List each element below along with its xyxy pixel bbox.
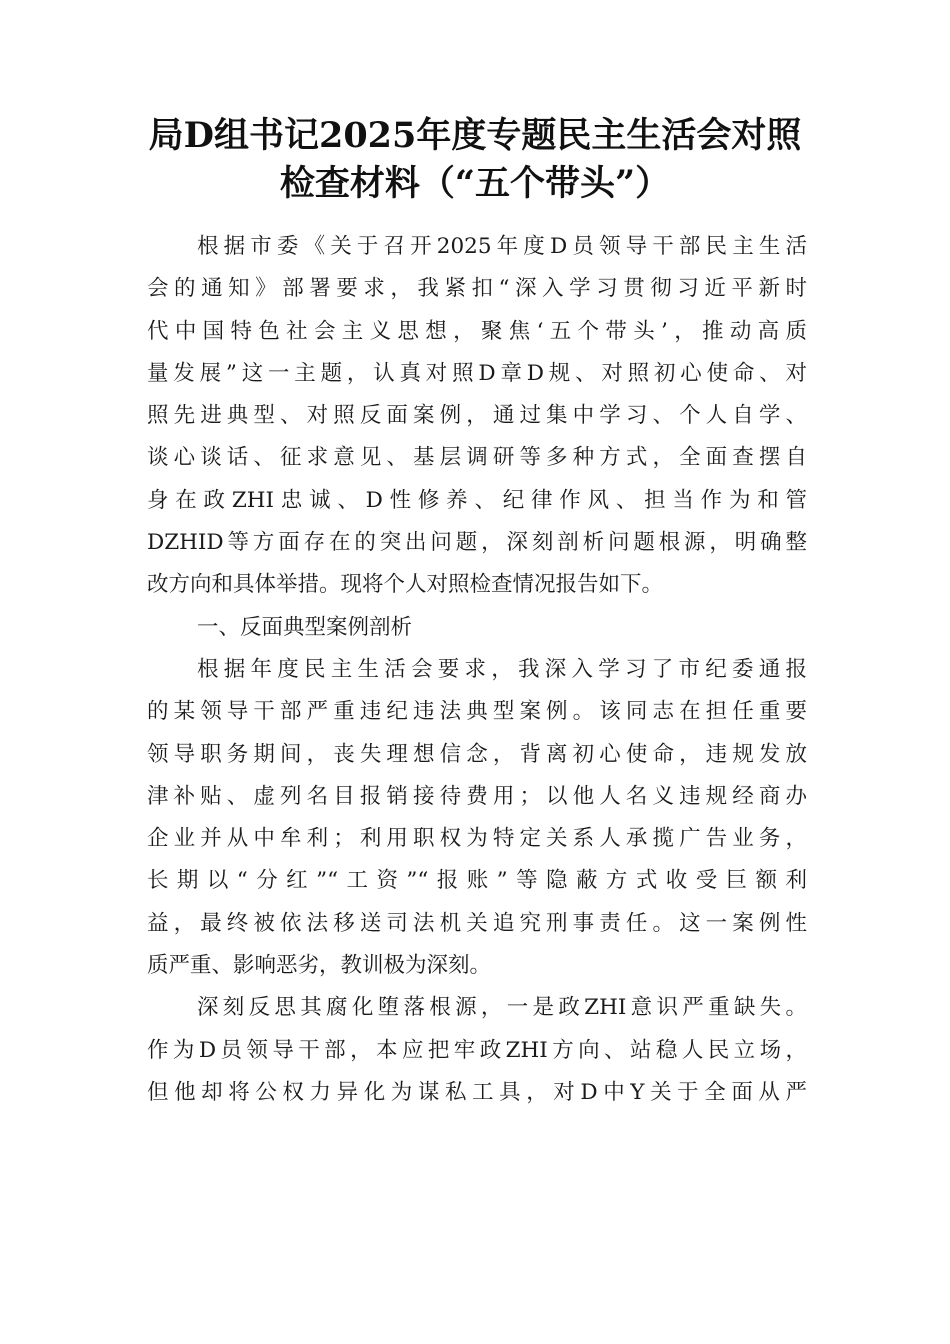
section-heading: 一、反面典型案例剖析 — [197, 614, 413, 640]
paragraph-line: 津补贴、虚列名目报销接待费用；以他人名义违规经商办 — [147, 783, 807, 809]
document-title-line-2: 检查材料（“五个带头”） — [279, 163, 671, 204]
paragraph-line: 益，最终被依法移送司法机关追究刑事责任。这一案例性 — [147, 910, 807, 936]
paragraph-line: 会的通知》部署要求，我紧扣“深入学习贯彻习近平新时 — [147, 276, 807, 302]
paragraph-line: 谈心谈话、征求意见、基层调研等多种方式，全面查摆自 — [147, 445, 807, 471]
paragraph-line: 改方向和具体举措。现将个人对照检查情况报告如下。 — [147, 572, 664, 598]
paragraph-line: 深刻反思其腐化堕落根源，一是政ZHI意识严重缺失。 — [197, 995, 807, 1021]
document-title-line-1: 局D组书记2025年度专题民主生活会对照 — [148, 115, 802, 156]
paragraph-line: DZHID等方面存在的突出问题，深刻剖析问题根源，明确整 — [147, 530, 807, 556]
paragraph-line: 的某领导干部严重违纪违法典型案例。该同志在担任重要 — [147, 699, 807, 725]
paragraph-line: 根据年度民主生活会要求，我深入学习了市纪委通报 — [197, 656, 807, 682]
paragraph-line: 企业并从中牟利；利用职权为特定关系人承揽广告业务， — [147, 826, 807, 852]
paragraph-line: 照先进典型、对照反面案例，通过集中学习、个人自学、 — [147, 403, 807, 429]
paragraph-line: 但他却将公权力异化为谋私工具，对D中Y关于全面从严 — [147, 1079, 807, 1105]
paragraph-line: 身在政ZHI忠诚、D性修养、纪律作风、担当作为和管 — [147, 487, 807, 513]
paragraph-line: 长期以“分红”“工资”“报账”等隐蔽方式收受巨额利 — [147, 868, 807, 894]
paragraph-line: 质严重、影响恶劣，教训极为深刻。 — [147, 953, 492, 979]
paragraph-line: 根据市委《关于召开2025年度D员领导干部民主生活 — [197, 234, 807, 259]
paragraph-line: 代中国特色社会主义思想，聚焦‘五个带头’，推动高质 — [147, 318, 807, 344]
paragraph-line: 作为D员领导干部，本应把牢政ZHI方向、站稳人民立场， — [147, 1037, 807, 1063]
document-body — [147, 226, 807, 1114]
paragraph-line: 领导职务期间，丧失理想信念，背离初心使命，违规发放 — [147, 741, 807, 767]
paragraph-line: 量发展”这一主题，认真对照D章D规、对照初心使命、对 — [147, 360, 807, 386]
